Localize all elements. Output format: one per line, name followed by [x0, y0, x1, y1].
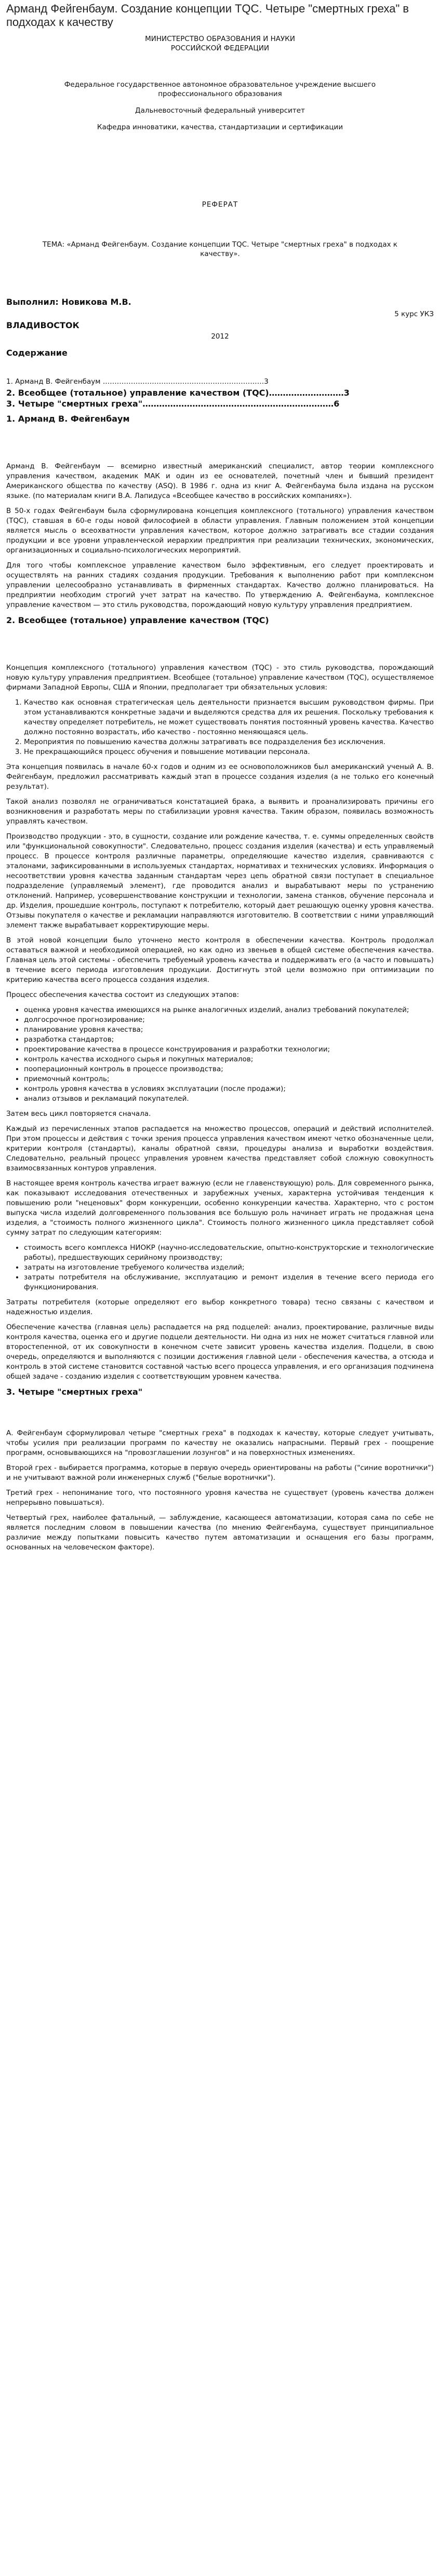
doc-type-label: РЕФЕРАТ: [202, 200, 238, 209]
section-2-paragraph: Каждый из перечисленных этапов распадается на множество процессов, операций и действий исполнителей. При этом процессы и действия с точки зрения процесса управления качеством имеют четко обозначенные цели, критерии контроля (стандарты), каналы обратной связи, процедуры анализа и выработки воздействия. Следовательно, реальный процесс управления уровнем качества представляет собой сложную совокупность взаимосвязанных контуров управления.: [6, 1125, 434, 1172]
section-1-paragraph: Для того чтобы комплексное управление качеством было эффективным, его следует проектировать и осуществлять на ранних стадиях создания продукции. Требования к выполнению работ при комплексном управлении целесообразно устанавливать в фирменных стандартах. Качество должно планироваться. На предприятии необходим строгий учет затрат на качество. По утверждению А. Фейгенбаума, комплексное управление качеством — это стиль руководства, порождающий новую культуру управления предприятием.: [6, 561, 434, 609]
section-2-paragraph: Затем весь цикл повторяется сначала.: [6, 1110, 151, 1118]
section-2-paragraph: Обеспечение качества (главная цель) распадается на ряд подцелей: анализ, проектирование, различные виды контроля качества, оценка его и другие подцели деятельности. Ни одна из них не может считаться главной или второстепенной, от их совокупности в конечном счете зависит уровень качества изделия. Подцели, в свою очередь, определяются и выполняются с позиции достижения главной цели - обеспечения качества, а отсюда и контроль в этой системе становится составной частью всего процесса управления, и его организация подчинена общей задаче - созданию изделия с соответствующим уровнем качества.: [6, 1323, 434, 1381]
list-item: • планирование уровня качества;: [24, 1025, 434, 1035]
document: [0, 2, 440, 1553]
section-1-paragraph: Арманд В. Фейгенбаум — всемирно известный американский специалист, автор теории комплексного управления качеством, академик МАК и один из ее основателей, почетный член и бывший президент Американского общества по качеству (ASQ). В 1986 г. одна из книг А. Фейгенбаума была издана на русском языке. (по материалам книги В.А. Лапидуса «Всеобщее качество в российских компаниях»).: [6, 462, 434, 500]
list-item: • контроль качества исходного сырья и покупных материалов;: [24, 1055, 434, 1064]
section-2-paragraph: В настоящее время контроль качества играет важную (если не главенствующую) роль. Для современного рынка, как показывают исследования отечественных и зарубежных ученых, характерна устойчивая тенденция к повышению роли "неценовых" форм конкуренции, особенно конкуренции качества. Характерно, что с ростом выпуска числа изделий долговременного пользования все большую роль начинает играть не продажная цена изделия, а "стоимость полного жизненного цикла". Стоимость полного жизненного цикла представляет собой сумму затрат по следующим категориям:: [6, 1179, 434, 1237]
section-2-heading: 2. Всеобщее (тотальное) управление качеством (TQC): [6, 615, 269, 625]
university-line: Дальневосточный федеральный университет: [135, 106, 305, 115]
section-2-paragraph: В этой новой концепции было уточнено место контроля в обеспечении качества. Контроль продолжал оставаться важной и необходимой операцией, но как одно из звеньев в общей системе обеспечения качества. Главная цель этой системы - обеспечить требуемый уровень качества и поддерживать его (а часто и повышать) в течение всего периода изготовления продукции. Достигнуть этой цели возможно при оптимизации по критерию качества всего процесса создания изделия.: [6, 936, 434, 984]
ministry-heading: МИНИСТЕРСТВО ОБРАЗОВАНИЯ И НАУКИ РОССИЙСКОЙ ФЕДЕРАЦИИ: [145, 35, 295, 52]
toc-item-3[interactable]: 3. Четыре "смертных греха"……………………………………………………………6: [6, 399, 340, 409]
section-2-paragraph: Затраты потребителя (которые определяют его выбор конкретного товара) тесно связаны с качеством и надежностью изделия.: [6, 1298, 434, 1316]
stages-list: [6, 1005, 434, 1104]
list-item: • оценка уровня качества имеющихся на рынке аналогичных изделий, анализ требований покупателей;: [24, 1005, 434, 1015]
section-2-intro: Концепция комплексного (тотального) управления качеством (TQC) - это стиль руководства, порождающий новую культуру управления предприятием. Всеобщее (тотальное) управление качеством (TQC), осуществляемое фирмами Западной Европы, США и Японии, предполагает три обязательных условия:: [6, 664, 434, 692]
author-line: Выполнил: Новикова М.В.: [6, 297, 131, 307]
list-item: • проектирование качества в процессе конструирования и разработки технологии;: [24, 1045, 434, 1055]
city-line: ВЛАДИВОСТОК: [6, 320, 79, 330]
section-2-paragraph: Производство продукции - это, в сущности, создание или рождение качества, т. е. суммы определенных свойств или "функциональной совокупности". Следовательно, процесс создания изделия (качества) и есть управляемый процесс. В процессе контроля различные параметры, определяющие качество изделия, сравниваются с эталонами, зафиксированными в используемых стандартах, нормативах и технических условиях. Информация о несоответствии уровня качества заданным стандартам через цепь обратной связи поступает в специальное подразделение (управляемый элемент), где проводится анализ и вырабатывают меры по устранению отклонений. Например, усовершенствование конструкции и технологии, замена станков, обучение персонала и др. Изделия, прошедшие контроль, поступают к потребителю, который дает решающую оценку уровня качества. Отзывы покупателя о качестве и рекламации направляются изготовителю. В соответствии с ними управляющий элемент также вырабатывает корректирующие меры.: [6, 832, 434, 929]
toc-item-1[interactable]: 1. Арманд В. Фейгенбаум ……………………………………………………………3: [6, 377, 269, 386]
section-2-paragraph: Процесс обеспечения качества состоит из следующих этапов:: [6, 991, 239, 999]
list-item: • затраты потребителя на обслуживание, эксплуатацию и ремонт изделия в течение всего периода его функционирования.: [24, 1273, 434, 1292]
list-item: • анализ отзывов и рекламаций покупателей.: [24, 1094, 434, 1104]
section-3-paragraph: Третий грех - непонимание того, что постоянного уровня качества не существует (уровень качества должен непрерывно повышаться).: [6, 1489, 434, 1507]
list-item: • затраты на изготовление требуемого количества изделий;: [24, 1263, 434, 1273]
section-3-heading: 3. Четыре "смертных греха": [6, 1387, 143, 1397]
list-item: 1. Качество как основная стратегическая цель деятельности признается высшим руководством фирмы. При этом устанавливаются конкретные задачи и выделяются средства для их решения. Поскольку требования к качеству определяет потребитель, не может существовать понятия постоянный уровень качества. Качество должно постоянно возрастать, ибо качество - постоянно меняющаяся цель.: [24, 698, 434, 737]
department-line: Кафедра инноватики, качества, стандартизации и сертификации: [97, 123, 343, 131]
list-item: 3. Не прекращающийся процесс обучения и повышение мотивации персонала.: [24, 747, 434, 757]
theme-line: ТЕМА: «Арманд Фейгенбаум. Создание концепции TQC. Четыре "смертных греха" в подходах к качеству».: [42, 240, 398, 258]
list-item: • контроль уровня качества в условиях эксплуатации (после продажи);: [24, 1084, 434, 1094]
costs-list: [6, 1243, 434, 1292]
institution-line: Федеральное государственное автономное образовательное учреждение высшего профессионального образования: [64, 80, 376, 98]
section-3-paragraph: Второй грех - выбирается программа, которые в первую очередь ориентированы на работы ("синие воротнички") и не учитывают важной роли инженерных служб ("белые воротнички").: [6, 1464, 434, 1482]
section-3-paragraph: Четвертый грех, наиболее фатальный, — заблуждение, касающееся автоматизации, которая сама по себе не является последним словом в повышении качества (по мнению Фейгенбаума, существует принципиальное различие между попытками повысить качество путем автоматизации и оснащения его базы программ, основанных на человеческом факторе).: [6, 1514, 434, 1552]
list-item: • долгосрочное прогнозирование;: [24, 1015, 434, 1025]
section-1-paragraph: В 50-х годах Фейгенбаум была сформулирована концепция комплексного (тотального) управления качеством (TQC), ставшая в 60-е годы новой философией в области управления. Главным положением этой концепции является мысль о всеохватности управления качеством, которое должно затрагивать все стадии создания продукции и все уровни управленческой иерархии предприятия при реализации технических, экономических, организационных и социально-психологических мероприятий.: [6, 507, 434, 555]
page-title: Арманд Фейгенбаум. Создание концепции TQC. Четыре "смертных греха" в подходах к качеству: [6, 2, 409, 29]
section-2-paragraph: Эта концепция появилась в начале 60-х годов и одним из ее основоположников был американский ученый А. В. Фейгенбаум, предложил рассматривать каждый этап в процессе создания изделия (а не только его конечный результат).: [6, 763, 434, 791]
list-item: • пооперационный контроль в процессе производства;: [24, 1064, 434, 1074]
section-1-heading: 1. Арманд В. Фейгенбаум: [6, 414, 130, 424]
conditions-list: [6, 698, 434, 757]
year-line: 2012: [211, 332, 229, 341]
list-item: • разработка стандартов;: [24, 1035, 434, 1045]
toc-item-2[interactable]: 2. Всеобщее (тотальное) управление качеством (TQC)………………………3: [6, 388, 350, 398]
section-3-paragraph: А. Фейгенбаум сформулировал четыре "смертных греха" в подходах к качеству, которые следует учитывать, чтобы усилия при реализации программ по качеству не оказались напрасными. Первый грех - поощрение программ, основывающихся на "провозглашении лозунгов" и на поверхностных изменениях.: [6, 1429, 434, 1457]
course-line: 5 курс УКЗ: [394, 310, 434, 318]
list-item: 2. Мероприятия по повышению качества должны затрагивать все подразделения без исключения.: [24, 737, 434, 747]
list-item: • приемочный контроль;: [24, 1074, 434, 1084]
section-2-paragraph: Такой анализ позволял не ограничиваться констатацией брака, а выявить и проанализировать причины его возникновения и разработать меры по стабилизации уровня качества. Таким образом, появилась возможность управлять качеством.: [6, 798, 434, 826]
toc-heading: Содержание: [6, 348, 68, 358]
list-item: • стоимость всего комплекса НИОКР (научно-исследовательские, опытно-конструкторские и технологические работы), предшествующих серийному производству;: [24, 1243, 434, 1263]
